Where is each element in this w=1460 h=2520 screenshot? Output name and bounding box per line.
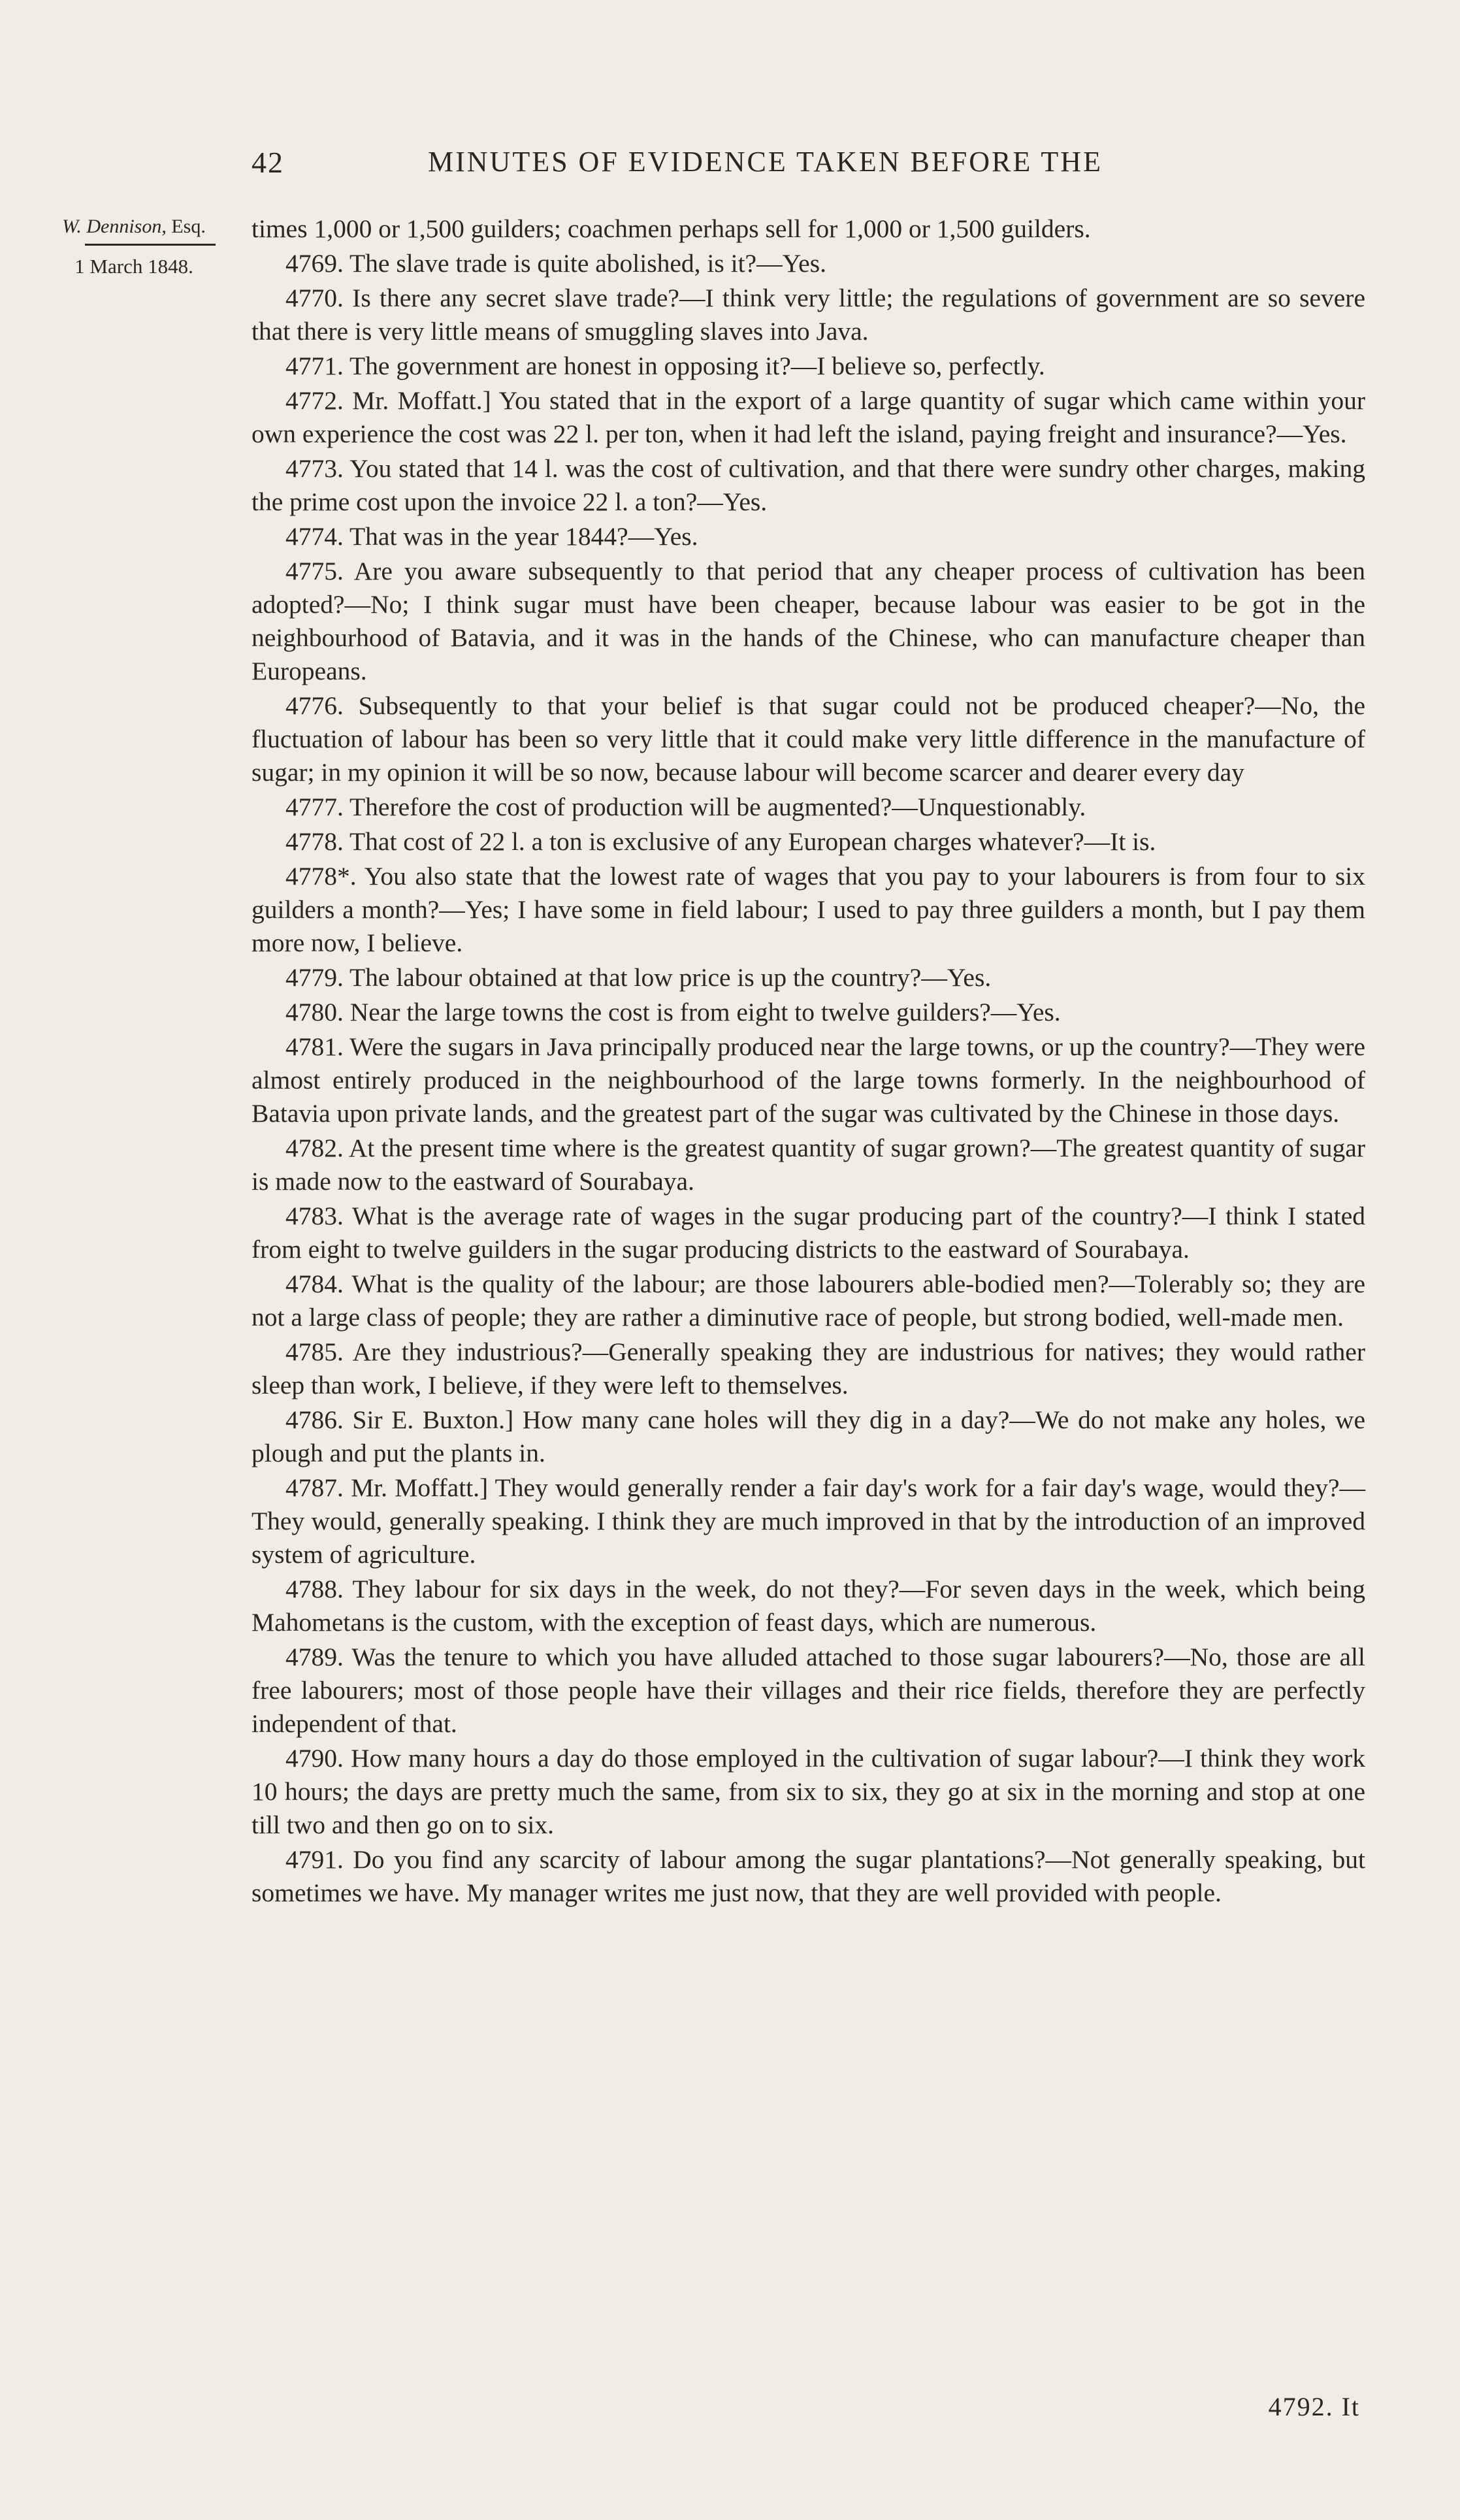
paragraph: 4777. Therefore the cost of production will be augmented?—Unquestionably.: [285, 793, 1086, 821]
paragraph: 4775. Are you aware subsequently to that period that any cheaper process of cultivation has been adopted?—No; I think sugar must have been cheaper, because labour was easier to be got in the neighbourhood of Batavia, and it was in the hands of the Chinese, who can manufacture cheaper than Europeans.: [251, 557, 1365, 685]
page-number: 42: [251, 146, 284, 179]
evidence-date: 1 March 1848.: [74, 255, 193, 278]
paragraph: 4787. Mr. Moffatt.] They would generally render a fair day's work for a fair day's wage, would they?—They would, generally speaking. I think they are much improved in that by the introduction of an improved system of agriculture.: [251, 1473, 1365, 1569]
catchword: 4792. It: [1268, 2392, 1360, 2421]
running-head: MINUTES OF EVIDENCE TAKEN BEFORE THE: [428, 146, 1103, 178]
paragraph: 4772. Mr. Moffatt.] You stated that in the export of a large quantity of sugar which came within your own experience the cost was 22 l. per ton, when it had left the island, paying freight and insurance?—Yes.: [251, 386, 1365, 448]
paragraph: 4771. The government are honest in opposing it?—I believe so, perfectly.: [285, 352, 1045, 380]
paragraph: 4778. That cost of 22 l. a ton is exclusive of any European charges whatever?—It is.: [285, 827, 1156, 856]
margin-rule: [85, 244, 216, 246]
paragraph: 4773. You stated that 14 l. was the cost of cultivation, and that there were sundry other charges, making the prime cost upon the invoice 22 l. a ton?—Yes.: [251, 454, 1365, 516]
paragraph: 4770. Is there any secret slave trade?—I think very little; the regulations of government are so severe that there is very little means of smuggling slaves into Java.: [251, 284, 1365, 346]
witness-name: [26, 212, 242, 241]
paragraph: times 1,000 or 1,500 guilders; coachmen perhaps sell for 1,000 or 1,500 guilders.: [251, 214, 1091, 243]
paragraph: 4774. That was in the year 1844?—Yes.: [285, 522, 698, 551]
paragraph: 4785. Are they industrious?—Generally speaking they are industrious for natives; they would rather sleep than work, I believe, if they were left to themselves.: [251, 1337, 1365, 1399]
evidence-text: [251, 212, 1365, 1911]
margin-note: [26, 212, 242, 281]
paragraph: 4780. Near the large towns the cost is from eight to twelve guilders?—Yes.: [285, 998, 1061, 1026]
paragraph: 4769. The slave trade is quite abolished, is it?—Yes.: [285, 249, 826, 278]
witness-title: Esq.: [171, 216, 206, 237]
paragraph: 4782. At the present time where is the greatest quantity of sugar grown?—The greatest quantity of sugar is made now to the eastward of Sourabaya.: [251, 1134, 1365, 1196]
paragraph: 4784. What is the quality of the labour; are those labourers able-bodied men?—Tolerably so; they are not a large class of people; they are rather a diminutive race of people, but strong bodied, well-made men.: [251, 1269, 1365, 1332]
paragraph: 4776. Subsequently to that your belief is that sugar could not be produced cheaper?—No, the fluctuation of labour has been so very little that it could make very little difference in the manufacture of sugar; in my opinion it will be so now, because labour will become scarcer and dearer every day: [251, 691, 1365, 787]
paragraph: 4788. They labour for six days in the week, do not they?—For seven days in the week, which being Mahometans is the custom, with the exception of feast days, which are numerous.: [251, 1575, 1365, 1637]
paragraph: 4783. What is the average rate of wages in the sugar producing part of the country?—I think I stated from eight to twelve guilders in the sugar producing districts to the eastward of Sourabaya.: [251, 1202, 1365, 1264]
witness-label: W. Dennison,: [62, 216, 167, 237]
paragraph: 4779. The labour obtained at that low price is up the country?—Yes.: [285, 963, 992, 992]
paragraph: 4789. Was the tenure to which you have alluded attached to those sugar labourers?—No, those are all free labourers; most of those people have their villages and their rice fields, therefore they are perfectly independent of that.: [251, 1643, 1365, 1738]
paragraph: 4781. Were the sugars in Java principally produced near the large towns, or up the country?—They were almost entirely produced in the neighbourhood of the large towns formerly. In the neighbourhood of Batavia upon private lands, and the greatest part of the sugar was cultivated by the Chinese in those days.: [251, 1032, 1365, 1128]
page-header: [251, 145, 1391, 184]
paragraph: 4790. How many hours a day do those employed in the cultivation of sugar labour?—I think they work 10 hours; the days are pretty much the same, from six to six, they go at six in the morning and stop at one till two and then go on to six.: [251, 1744, 1365, 1839]
paragraph: 4786. Sir E. Buxton.] How many cane holes will they dig in a day?—We do not make any holes, we plough and put the plants in.: [251, 1405, 1365, 1467]
paragraph: 4791. Do you find any scarcity of labour among the sugar plantations?—Not generally speaking, but sometimes we have. My manager writes me just now, that they are well provided with people.: [251, 1845, 1365, 1907]
paragraph: 4778*. You also state that the lowest rate of wages that you pay to your labourers is from four to six guilders a month?—Yes; I have some in field labour; I used to pay three guilders a month, but I pay them more now, I believe.: [251, 862, 1365, 957]
